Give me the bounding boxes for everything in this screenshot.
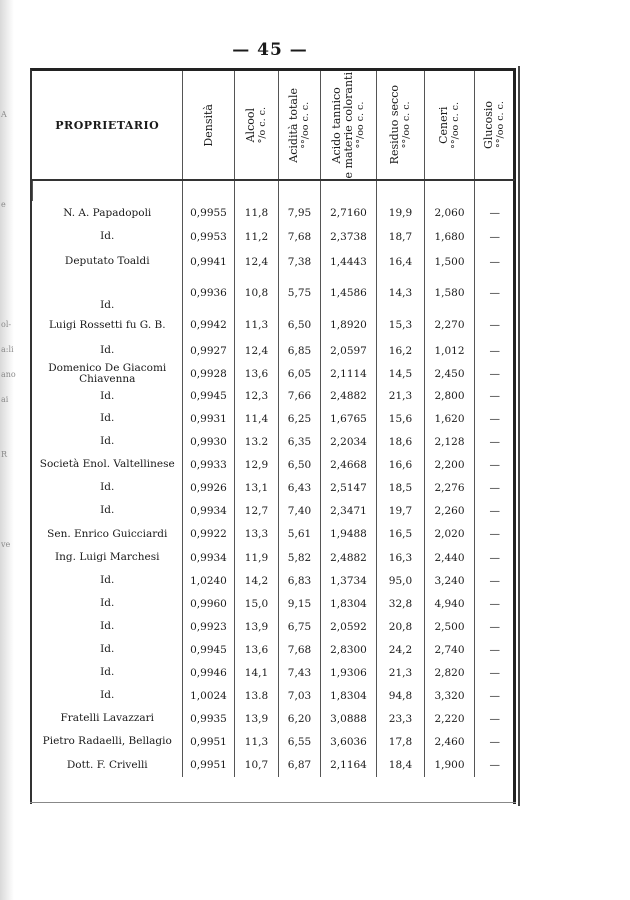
cell-tannic: 1,9488 xyxy=(321,522,377,546)
cell-owner: Ing. Luigi Marchesi xyxy=(55,551,160,563)
cell-owner: Fratelli Lavazzari xyxy=(60,712,155,724)
cell-acidity: 6,20 xyxy=(279,707,321,730)
cell-owner: Luigi Rossetti fu G. B. xyxy=(48,318,166,331)
cell-alcohol: 11,3 xyxy=(235,311,279,339)
bottom-rule xyxy=(30,802,516,803)
cell-residue: 15,3 xyxy=(377,311,425,339)
cell-density: 0,9951 xyxy=(183,730,235,753)
cell-alcohol: 13.2 xyxy=(235,430,279,453)
cell-ash: 2,220 xyxy=(425,707,475,730)
cell-acidity: 5,75 xyxy=(279,275,321,311)
cell-density: 0,9927 xyxy=(183,339,235,362)
cell-residue: 18,7 xyxy=(377,225,425,248)
cell-owner: Id. xyxy=(100,481,115,493)
cell-alcohol: 13,1 xyxy=(235,476,279,499)
cell-owner: Id. xyxy=(100,389,115,402)
table-row xyxy=(33,522,515,546)
cell-owner: Id. xyxy=(100,344,115,356)
table-row xyxy=(33,707,515,730)
table-row xyxy=(33,453,515,476)
cell-glucose: — xyxy=(475,753,515,777)
cell-alcohol: 10,7 xyxy=(235,753,279,777)
header-alcohol-line2: °/o c. c. xyxy=(256,106,268,144)
header-owner-label: PROPRIETARIO xyxy=(55,118,160,132)
cell-ash: 2,800 xyxy=(425,385,475,407)
cell-alcohol: 12,4 xyxy=(235,248,279,275)
cell-residue: 16,2 xyxy=(377,339,425,362)
cell-alcohol: 11,4 xyxy=(235,407,279,430)
cell-residue: 16,3 xyxy=(377,546,425,569)
cell-owner: Id. xyxy=(100,574,115,586)
cell-density: 0,9930 xyxy=(183,430,235,453)
header-glucose-line2: °°/oo c. c. xyxy=(494,101,506,149)
cell-residue: 18,5 xyxy=(377,476,425,499)
cell-glucose: — xyxy=(475,311,515,339)
cell-glucose: — xyxy=(475,407,515,430)
cell-alcohol: 13,3 xyxy=(235,522,279,546)
header-alcohol-line1: Alcool xyxy=(243,107,257,143)
cell-owner: Dott. F. Crivelli xyxy=(66,758,148,771)
header-acidity-line2: °°/oo c. c. xyxy=(299,101,311,149)
table-row xyxy=(33,684,515,707)
cell-tannic: 2,3738 xyxy=(321,225,377,248)
cell-density: 0,9931 xyxy=(183,407,235,430)
cell-ash: 2,820 xyxy=(425,661,475,684)
cell-ash: 2,200 xyxy=(425,453,475,476)
cell-residue: 19,7 xyxy=(377,499,425,522)
cell-tannic: 2,0597 xyxy=(321,339,377,362)
margin-fragment: e xyxy=(1,200,6,209)
cell-acidity: 7,40 xyxy=(279,499,321,522)
cell-glucose: — xyxy=(475,546,515,569)
cell-ash: 2,260 xyxy=(425,499,475,522)
cell-ash: 2,460 xyxy=(425,730,475,753)
cell-glucose: — xyxy=(475,476,515,499)
cell-ash: 2,276 xyxy=(425,476,475,499)
cell-glucose: — xyxy=(475,385,515,407)
cell-owner: Pietro Radaelli, Bellagio xyxy=(42,735,172,747)
cell-acidity: 6,43 xyxy=(279,476,321,499)
cell-glucose: — xyxy=(475,248,515,275)
cell-glucose: — xyxy=(475,225,515,248)
cell-tannic: 2,1114 xyxy=(321,362,377,385)
cell-tannic: 1,4443 xyxy=(321,248,377,275)
table-row xyxy=(33,339,515,362)
cell-acidity: 9,15 xyxy=(279,592,321,615)
table-row xyxy=(33,476,515,499)
table-row xyxy=(33,592,515,615)
cell-ash: 2,500 xyxy=(425,615,475,638)
cell-glucose: — xyxy=(475,661,515,684)
cell-density: 0,9960 xyxy=(183,592,235,615)
cell-tannic: 2,1164 xyxy=(321,753,377,777)
cell-tannic: 2,5147 xyxy=(321,476,377,499)
header-residue-line1: Residuo secco xyxy=(387,85,401,165)
cell-density: 0,9934 xyxy=(183,546,235,569)
margin-fragment: ai xyxy=(1,395,9,404)
cell-glucose: — xyxy=(475,339,515,362)
cell-tannic: 1,6765 xyxy=(321,407,377,430)
cell-acidity: 5,61 xyxy=(279,522,321,546)
table-row xyxy=(33,430,515,453)
cell-alcohol: 13,9 xyxy=(235,615,279,638)
cell-acidity: 6,87 xyxy=(279,753,321,777)
table-row xyxy=(33,569,515,592)
cell-residue: 32,8 xyxy=(377,592,425,615)
cell-acidity: 6,83 xyxy=(279,569,321,592)
cell-density: 0,9951 xyxy=(183,753,235,777)
cell-owner: Id. xyxy=(100,504,115,516)
margin-fragment: R xyxy=(1,450,8,459)
cell-owner: Id. xyxy=(100,689,115,701)
cell-owner: Id. xyxy=(100,597,115,609)
cell-owner: Id. xyxy=(100,299,115,311)
cell-owner: Domenico De Giacomi Chiavenna xyxy=(48,362,167,385)
cell-ash: 2,270 xyxy=(425,311,475,339)
cell-ash: 1,580 xyxy=(425,275,475,311)
header-ash-line2: °°/oo c. c. xyxy=(449,101,461,149)
header-ash-line1: Ceneri xyxy=(436,106,450,144)
cell-owner: Id. xyxy=(100,230,115,242)
cell-ash: 2,740 xyxy=(425,638,475,661)
cell-density: 0,9935 xyxy=(183,707,235,730)
cell-alcohol: 11,9 xyxy=(235,546,279,569)
cell-owner: N. A. Papadopoli xyxy=(63,206,152,219)
margin-fragment: ol- xyxy=(1,320,12,329)
cell-tannic: 2,7160 xyxy=(321,201,377,225)
cell-alcohol: 13,6 xyxy=(235,638,279,661)
cell-residue: 94,8 xyxy=(377,684,425,707)
cell-residue: 24,2 xyxy=(377,638,425,661)
table-row xyxy=(33,615,515,638)
cell-density: 0,9926 xyxy=(183,476,235,499)
table-row xyxy=(33,201,515,225)
cell-density: 0,9955 xyxy=(183,201,235,225)
cell-acidity: 7,66 xyxy=(279,385,321,407)
cell-owner: Deputato Toaldi xyxy=(64,255,150,267)
cell-owner: Id. xyxy=(100,435,115,447)
margin-fragment: ve xyxy=(1,540,11,549)
cell-alcohol: 12,3 xyxy=(235,385,279,407)
data-table xyxy=(32,71,515,777)
cell-residue: 21,3 xyxy=(377,385,425,407)
cell-density: 0,9923 xyxy=(183,615,235,638)
wine-analysis-table xyxy=(30,68,516,804)
cell-tannic: 2,8300 xyxy=(321,638,377,661)
header-residue xyxy=(377,71,425,180)
cell-tannic: 1,4586 xyxy=(321,275,377,311)
header-ash xyxy=(425,71,475,180)
cell-residue: 14,3 xyxy=(377,275,425,311)
cell-glucose: — xyxy=(475,569,515,592)
header-acidity-line1: Acidità totale xyxy=(286,87,300,163)
cell-ash: 1,500 xyxy=(425,248,475,275)
header-acidity xyxy=(279,71,321,180)
cell-owner: Società Enol. Valtellinese xyxy=(39,458,175,470)
cell-density: 0,9928 xyxy=(183,362,235,385)
cell-residue: 21,3 xyxy=(377,661,425,684)
cell-owner: Id. xyxy=(100,666,115,678)
cell-alcohol: 13.8 xyxy=(235,684,279,707)
cell-ash: 1,900 xyxy=(425,753,475,777)
cell-owner: Id. xyxy=(100,412,115,424)
cell-acidity: 6,25 xyxy=(279,407,321,430)
cell-acidity: 6,75 xyxy=(279,615,321,638)
cell-ash: 2,128 xyxy=(425,430,475,453)
cell-alcohol: 12,9 xyxy=(235,453,279,476)
cell-alcohol: 13,6 xyxy=(235,362,279,385)
header-row xyxy=(33,71,515,180)
cell-ash: 4,940 xyxy=(425,592,475,615)
header-density xyxy=(183,71,235,180)
cell-tannic: 3,0888 xyxy=(321,707,377,730)
header-glucose-line1: Glucosio xyxy=(481,101,495,149)
cell-acidity: 7,43 xyxy=(279,661,321,684)
cell-acidity: 6,05 xyxy=(279,362,321,385)
cell-acidity: 7,68 xyxy=(279,638,321,661)
cell-tannic: 1,8304 xyxy=(321,684,377,707)
table-body xyxy=(33,180,515,777)
cell-density: 0,9936 xyxy=(183,275,235,311)
cell-owner: Sen. Enrico Guicciardi xyxy=(47,527,168,540)
cell-residue: 14,5 xyxy=(377,362,425,385)
cell-acidity: 6,50 xyxy=(279,453,321,476)
cell-tannic: 1,9306 xyxy=(321,661,377,684)
cell-alcohol: 11,2 xyxy=(235,225,279,248)
cell-tannic: 2,4882 xyxy=(321,385,377,407)
cell-glucose: — xyxy=(475,362,515,385)
cell-ash: 1,680 xyxy=(425,225,475,248)
header-glucose xyxy=(475,71,515,180)
cell-alcohol: 14,2 xyxy=(235,569,279,592)
cell-alcohol: 12,7 xyxy=(235,499,279,522)
cell-residue: 16,6 xyxy=(377,453,425,476)
cell-density: 0,9934 xyxy=(183,499,235,522)
cell-residue: 16,5 xyxy=(377,522,425,546)
cell-alcohol: 14,1 xyxy=(235,661,279,684)
cell-density: 0,9945 xyxy=(183,638,235,661)
header-tannic-line2: e materie coloranti xyxy=(341,71,355,179)
cell-residue: 18,4 xyxy=(377,753,425,777)
table-row xyxy=(33,753,515,777)
cell-ash: 2,060 xyxy=(425,201,475,225)
cell-alcohol: 10,8 xyxy=(235,275,279,311)
cell-residue: 18,6 xyxy=(377,430,425,453)
cell-glucose: — xyxy=(475,201,515,225)
table-row xyxy=(33,638,515,661)
cell-alcohol: 11,8 xyxy=(235,201,279,225)
cell-alcohol: 12,4 xyxy=(235,339,279,362)
cell-ash: 2,020 xyxy=(425,522,475,546)
cell-glucose: — xyxy=(475,638,515,661)
cell-glucose: — xyxy=(475,615,515,638)
cell-residue: 19,9 xyxy=(377,201,425,225)
cell-acidity: 6,50 xyxy=(279,311,321,339)
cell-acidity: 6,85 xyxy=(279,339,321,362)
header-residue-line2: °°/oo c. c. xyxy=(400,101,412,149)
cell-ash: 2,450 xyxy=(425,362,475,385)
cell-acidity: 7,38 xyxy=(279,248,321,275)
cell-acidity: 7,68 xyxy=(279,225,321,248)
cell-tannic: 1,8920 xyxy=(321,311,377,339)
cell-glucose: — xyxy=(475,499,515,522)
header-spacer-row xyxy=(33,180,515,201)
cell-alcohol: 11,3 xyxy=(235,730,279,753)
cell-acidity: 7,95 xyxy=(279,201,321,225)
cell-glucose: — xyxy=(475,522,515,546)
cell-alcohol: 15,0 xyxy=(235,592,279,615)
cell-tannic: 2,4668 xyxy=(321,453,377,476)
cell-alcohol: 13,9 xyxy=(235,707,279,730)
cell-glucose: — xyxy=(475,430,515,453)
header-owner xyxy=(33,71,183,180)
cell-glucose: — xyxy=(475,592,515,615)
header-density-label: Densità xyxy=(201,103,215,147)
cell-owner: Id. xyxy=(100,620,115,632)
cell-glucose: — xyxy=(475,453,515,476)
cell-ash: 1,012 xyxy=(425,339,475,362)
cell-residue: 23,3 xyxy=(377,707,425,730)
cell-ash: 2,440 xyxy=(425,546,475,569)
table-row xyxy=(33,730,515,753)
cell-density: 0,9922 xyxy=(183,522,235,546)
cell-acidity: 7,03 xyxy=(279,684,321,707)
cell-density: 0,9953 xyxy=(183,225,235,248)
header-tannic xyxy=(321,71,377,180)
table-row xyxy=(33,546,515,569)
cell-density: 0,9946 xyxy=(183,661,235,684)
table-row xyxy=(33,362,515,385)
table-row xyxy=(33,385,515,407)
table-right-edge xyxy=(518,66,520,806)
cell-glucose: — xyxy=(475,730,515,753)
table-row xyxy=(33,225,515,248)
cell-tannic: 2,4882 xyxy=(321,546,377,569)
cell-density: 0,9933 xyxy=(183,453,235,476)
margin-fragment: a:li xyxy=(1,345,14,354)
header-alcohol xyxy=(235,71,279,180)
cell-residue: 15,6 xyxy=(377,407,425,430)
cell-acidity: 6,55 xyxy=(279,730,321,753)
cell-ash: 3,240 xyxy=(425,569,475,592)
page-number: — 45 — xyxy=(232,40,308,60)
cell-glucose: — xyxy=(475,707,515,730)
margin-fragment: A xyxy=(1,110,7,119)
cell-owner: Id. xyxy=(100,643,115,655)
cell-tannic: 2,2034 xyxy=(321,430,377,453)
cell-residue: 16,4 xyxy=(377,248,425,275)
cell-residue: 20,8 xyxy=(377,615,425,638)
cell-tannic: 1,3734 xyxy=(321,569,377,592)
cell-tannic: 2,0592 xyxy=(321,615,377,638)
cell-tannic: 2,3471 xyxy=(321,499,377,522)
cell-residue: 17,8 xyxy=(377,730,425,753)
cell-density: 1,0024 xyxy=(183,684,235,707)
margin-fragment: ano xyxy=(1,370,16,379)
table-row xyxy=(33,311,515,339)
cell-acidity: 5,82 xyxy=(279,546,321,569)
cell-tannic: 1,8304 xyxy=(321,592,377,615)
cell-ash: 3,320 xyxy=(425,684,475,707)
cell-acidity: 6,35 xyxy=(279,430,321,453)
cell-residue: 95,0 xyxy=(377,569,425,592)
header-tannic-line1: Acido tannico xyxy=(329,86,343,164)
cell-density: 0,9942 xyxy=(183,311,235,339)
cell-density: 1,0240 xyxy=(183,569,235,592)
table-row xyxy=(33,275,515,311)
table-row xyxy=(33,248,515,275)
table-row xyxy=(33,661,515,684)
table-row xyxy=(33,407,515,430)
header-tannic-line3: °°/oo c. c. xyxy=(354,101,366,149)
table-row xyxy=(33,499,515,522)
cell-ash: 1,620 xyxy=(425,407,475,430)
cell-glucose: — xyxy=(475,684,515,707)
cell-density: 0,9945 xyxy=(183,385,235,407)
cell-tannic: 3,6036 xyxy=(321,730,377,753)
cell-glucose: — xyxy=(475,275,515,311)
cell-density: 0,9941 xyxy=(183,248,235,275)
